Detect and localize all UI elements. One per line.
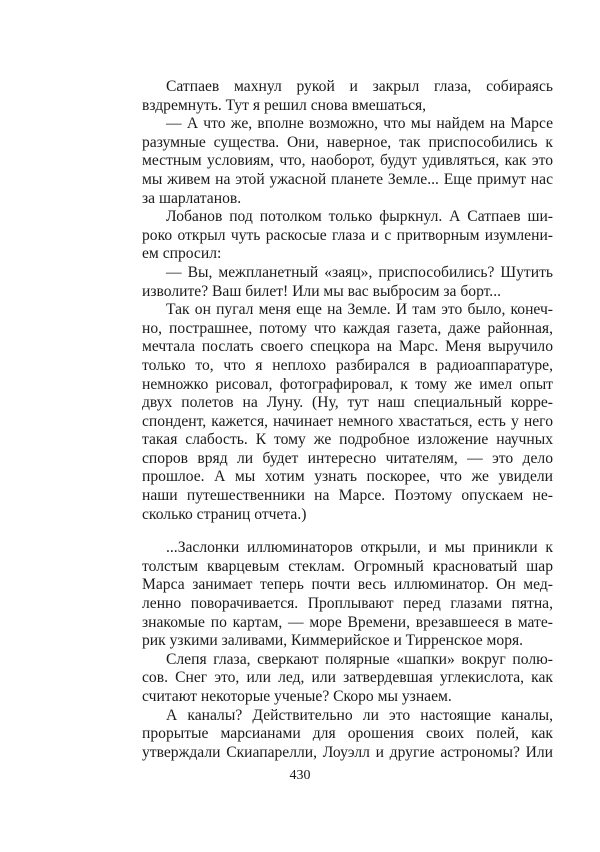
text-line: сов. Снег это, или лед, или затвердевшая углекислота, как [142, 669, 553, 687]
text-line: такая слабость. К тому же подробное изложение научных [142, 431, 553, 449]
text-line: Слепя глаза, сверкают полярные «шапки» вокруг полю- [166, 650, 553, 668]
text-line: Марса занимает теперь почти весь иллюминатор. Он мед- [142, 576, 553, 594]
text-line: споров вряд ли будет интересно читателям, — это дело [142, 449, 553, 467]
text-line: мечтала послать своего спецкора на Марс. Меня выручило [142, 338, 553, 356]
text-line: спондент, кажется, начинает немного хвастаться, есть у него [142, 412, 553, 430]
text-line: Лобанов под потолком только фыркнул. А Сатпаев ши- [166, 208, 553, 226]
text-line: разумные существа. Они, наверное, так приспособились к [142, 133, 553, 151]
text-line: считают некоторые ученые? Скоро мы узнаем. [142, 688, 452, 705]
text-line: прорытые марсианами для орошения своих полей, как [142, 725, 553, 743]
text-line: ленно поворачивается. Проплывают перед глазами пятна, [142, 595, 553, 613]
text-line: А каналы? Действительно ли это настоящие каналы, [166, 706, 553, 724]
text-line: немножко рисовал, фотографировал, к тому же имел опыт [142, 375, 553, 393]
text-line: рик узкими заливами, Киммерийское и Тирренское моря. [142, 632, 524, 650]
paragraph [142, 651, 553, 707]
text-line: наши путешественники на Марсе. Поэтому опускаем не- [142, 487, 553, 505]
text-line: ем спросил: [142, 245, 222, 263]
page-number: 430 [289, 768, 311, 783]
page-text [142, 78, 553, 762]
text-line: местным условиям, что, наоборот, будут удивляться, как это [142, 152, 553, 170]
paragraph [142, 539, 553, 651]
paragraph [142, 264, 553, 301]
text-line: ...Заслонки иллюминаторов открыли, и мы приникли к [166, 539, 553, 557]
paragraph [142, 208, 553, 264]
text-line: сколько страниц отчета.) [142, 505, 307, 523]
text-line: но, пострашнее, потому что каждая газета, даже районная, [142, 319, 553, 337]
paragraph [142, 707, 553, 763]
text-line: толстым кварцевым стеклам. Огромный красноватый шар [142, 557, 553, 575]
text-line: роко открыл чуть раскосые глаза и с притворным изумлени- [142, 226, 553, 244]
text-line: мы живем на этой ужасной планете Земле... Еще примут нас [142, 170, 553, 188]
text-line: — А что же, вполне возможно, что мы найдем на Марсе [166, 115, 553, 133]
text-line: знакомые по картам, — море Времени, врезавшееся в мате- [142, 613, 553, 631]
paragraph [142, 301, 553, 524]
text-line: Так он пугал меня еще на Земле. И там это было, конеч- [166, 301, 553, 319]
text-line: двух полетов на Луну. (Ну, тут наш специальный корре- [142, 394, 553, 412]
text-line: изволите? Ваш билет! Или мы вас выбросим за борт... [142, 282, 502, 300]
text-line: Сатпаев махнул рукой и закрыл глаза, собираясь [166, 78, 553, 95]
text-line: прошлое. А мы хотим узнать поскорее, что же увидели [142, 468, 553, 486]
text-line: вздремнуть. Тут я решил снова вмешаться, [142, 96, 427, 114]
paragraph [142, 78, 553, 115]
text-line: — Вы, межпланетный «заяц», приспособились? Шутить [166, 263, 553, 281]
text-line: только то, что я неплохо разбирался в радиоаппаратуре, [142, 356, 553, 374]
section-break [142, 524, 553, 539]
text-line: утверждали Скиапарелли, Лоуэлл и другие астрономы? Или [142, 743, 553, 761]
paragraph [142, 115, 553, 208]
text-line: за шарлатанов. [142, 189, 242, 207]
